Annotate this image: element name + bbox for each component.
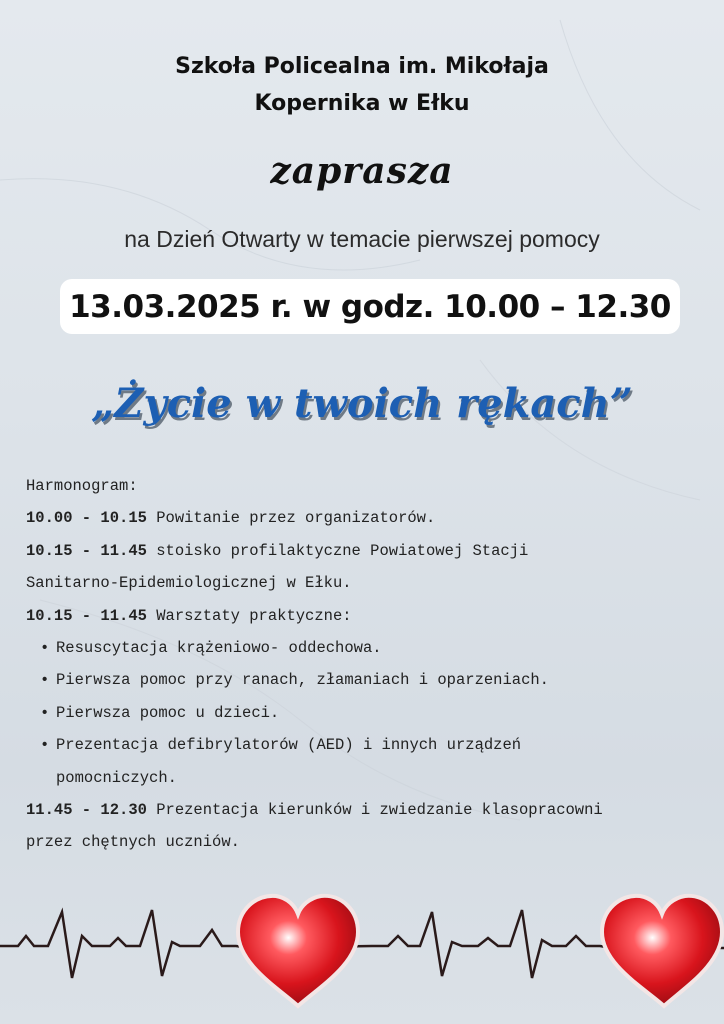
bullet-icon: • — [40, 671, 50, 690]
schedule-time: 10.15 - 11.45 — [26, 606, 147, 625]
event-date: 13.03.2025 r. w godz. 10.00 – 12.30 — [69, 288, 671, 325]
bullet-icon: • — [40, 736, 50, 755]
schedule-text-continued: przez chętnych uczniów. — [26, 833, 240, 852]
schedule-text: Prezentacja kierunków i zwiedzanie klasopracowni — [146, 800, 603, 819]
bullet-icon: • — [40, 703, 50, 722]
school-name-line2: Kopernika w Ełku — [254, 91, 470, 116]
heart-icon — [238, 896, 358, 1006]
date-banner — [60, 279, 680, 334]
school-name — [0, 48, 724, 122]
invites-heading: zaprasza — [270, 150, 454, 192]
schedule-item — [26, 600, 706, 632]
workshop-list-item-continued: pomocniczych. — [56, 768, 177, 787]
heart-icon — [602, 896, 722, 1006]
schedule-time: 11.45 - 12.30 — [26, 800, 147, 819]
schedule-time: 10.15 - 11.45 — [26, 541, 147, 560]
event-description: na Dzień Otwarty w temacie pierwszej pomocy — [124, 226, 600, 252]
bullet-icon: • — [40, 638, 50, 657]
schedule-text: Powitanie przez organizatorów. — [146, 509, 436, 528]
schedule — [26, 470, 706, 859]
schedule-text-continued: Sanitarno-Epidemiologicznej w Ełku. — [26, 574, 352, 593]
heartbeat-decoration — [0, 870, 724, 1024]
workshop-list-item: • Prezentacja defibrylatorów (AED) i innych urządzeń — [26, 729, 706, 761]
schedule-item — [26, 502, 706, 534]
schedule-item — [26, 535, 706, 567]
schedule-text: Warsztaty praktyczne: — [146, 606, 352, 625]
event-slogan: „Życie w twoich rękach” — [91, 380, 633, 427]
schedule-time: 10.00 - 10.15 — [26, 509, 147, 528]
schedule-heading: Harmonogram: — [26, 477, 138, 495]
schedule-item — [26, 794, 706, 826]
school-name-line1: Szkoła Policealna im. Mikołaja — [175, 54, 549, 79]
workshop-list-item: • Pierwsza pomoc przy ranach, złamaniach i oparzeniach. — [26, 664, 706, 696]
workshop-list-item: • Pierwsza pomoc u dzieci. — [26, 697, 706, 729]
workshop-list-item: • Resuscytacja krążeniowo- oddechowa. — [26, 632, 706, 664]
schedule-text: stoisko profilaktyczne Powiatowej Stacji — [146, 541, 529, 560]
